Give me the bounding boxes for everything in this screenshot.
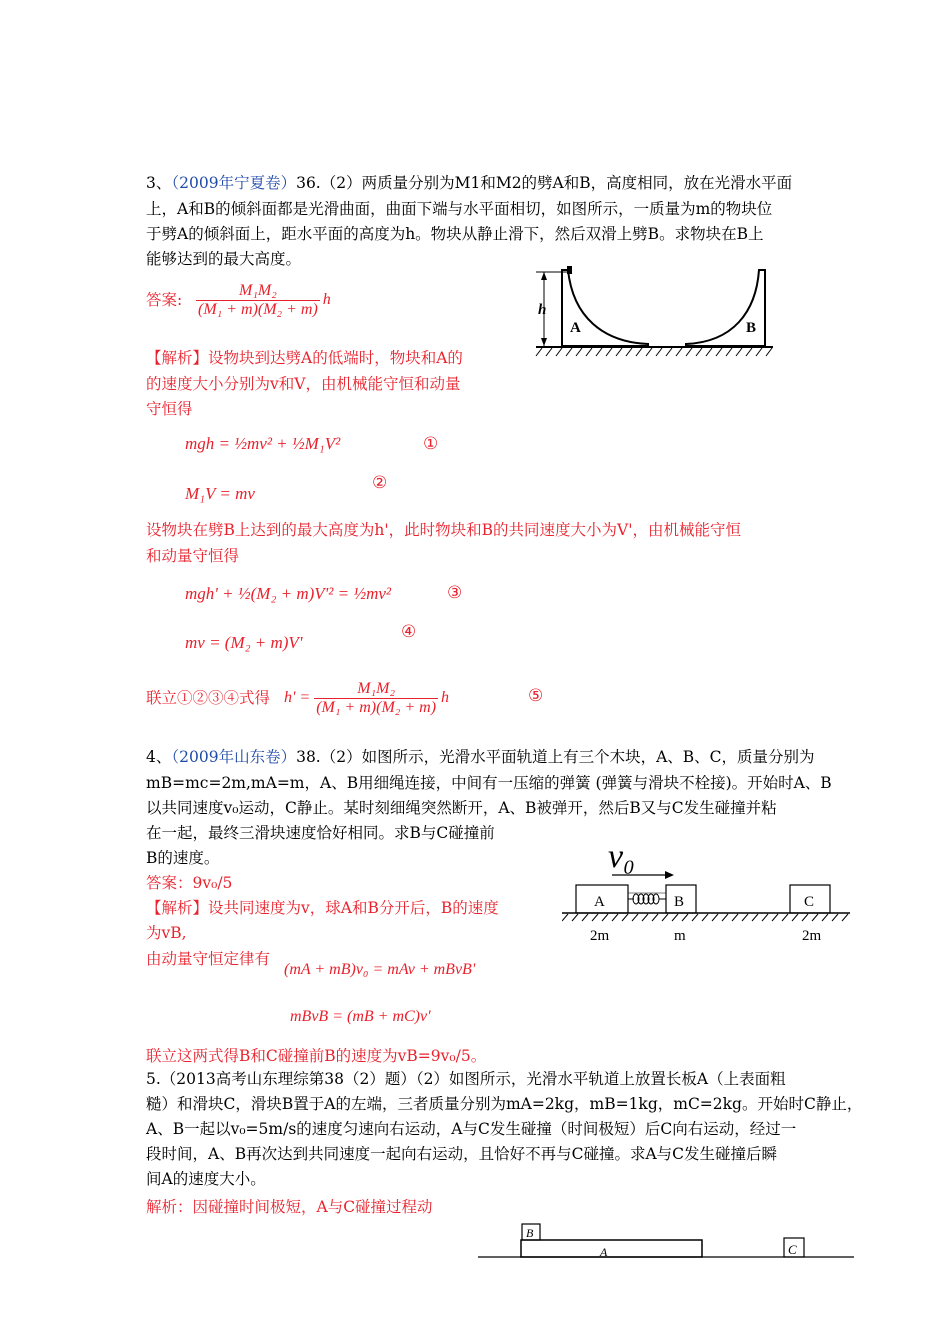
q4-fig-mass-B: m	[674, 928, 686, 944]
q5-line-4: 段时间，A、B再次达到共同速度一起向右运动，且恰好不再与C碰撞。求A与C发生碰撞后瞬	[146, 1145, 777, 1163]
q3-fig-B-label: B	[746, 320, 757, 336]
q3-eq5: h' = $\frac{\text{M₁M₂}}{\text{(M₁ + m)(M₂ + m)}}$ h	[284, 680, 450, 716]
q3-fig-h-label: h	[538, 302, 547, 318]
q3-line-2: 上，A和B的倾斜面都是光滑曲面，曲面下端与水平面相切，如图所示，一质量为m的物块位	[146, 200, 773, 218]
q3-mark1: ①	[423, 434, 439, 454]
q4-conclusion: 联立这两式得B和C碰撞前B的速度为vB=9v₀/5。	[146, 1047, 487, 1065]
q3-eq3: mgh' + ½(M₂ + m)V'² = ½mv²	[185, 584, 392, 603]
q3-mark5: ⑤	[528, 686, 544, 706]
q3-analysis-2: 的速度大小分别为v和V，由机械能守恒和动量	[146, 375, 461, 393]
q4-fig-C: C	[804, 894, 815, 910]
q4-analysis-1: 【解析】设共同速度为v，球A和B分开后，B的速度	[146, 899, 499, 917]
q3-line-4: 能够达到的最大高度。	[146, 250, 302, 268]
q3-line-1: 3、（2009年宁夏卷）36.（2）两质量分别为M1和M2的劈A和B，高度相同，放在光滑水平面	[146, 174, 793, 192]
q4-analysis-2: 为vB,	[146, 924, 187, 942]
q4-fig-mass-A: 2m	[590, 928, 610, 944]
q3-analysis-1: 【解析】设物块到达劈A的低端时，物块和A的	[146, 349, 463, 367]
q3-mark2: ②	[372, 473, 388, 493]
q4-eq2: mBvB = (mB + mC)v'	[290, 1008, 431, 1025]
q5-fig-C: C	[788, 1242, 797, 1257]
q3-eq4: mv = (M₂ + m)V'	[185, 633, 303, 652]
q3-mark4: ④	[401, 622, 417, 642]
q5-board-figure	[478, 1218, 858, 1262]
q4-fig-mass-C: 2m	[802, 928, 822, 944]
q4-line-4: 在一起，最终三滑块速度恰好相同。求B与C碰撞前	[146, 824, 495, 842]
q4-analysis-3: 由动量守恒定律有	[146, 950, 271, 968]
q4-fig-v0: v₀	[608, 838, 635, 875]
q4-answer: 答案：9v₀/5	[146, 874, 233, 892]
q3-text2-1: 设物块在劈B上达到的最大高度为h'，此时物块和B的共同速度大小为V'，由机械能守恒	[146, 521, 741, 539]
q3-fig-A-label: A	[570, 320, 581, 336]
q3-number: 3、	[146, 174, 172, 192]
q4-number: 4、	[146, 748, 172, 766]
q5-line-3: A、B一起以v₀=5m/s的速度匀速向右运动，A与C发生碰撞（时间极短）后C向右运动，经过一	[146, 1120, 797, 1138]
q3-analysis-3: 守恒得	[146, 400, 193, 418]
q5-fig-A: A	[600, 1245, 608, 1259]
q5-line-5: 间A的速度大小。	[146, 1170, 266, 1188]
q4-blocks-figure	[562, 835, 852, 947]
q5-fig-B: B	[526, 1226, 534, 1240]
q3-eq1: mgh = ½mv² + ½M₁V²	[185, 434, 341, 453]
q3-mark3: ③	[447, 583, 463, 603]
q3-line-3: 于劈A的倾斜面上，距水平面的高度为h。物块从静止滑下，然后双滑上劈B。求物块在B上	[146, 225, 764, 243]
q4-line-2: mB=mc=2m,mA=m，A、B用细绳连接，中间有一压缩的弹簧 (弹簧与滑块不栓接)。开始时A、B	[146, 774, 832, 792]
q4-fig-B: B	[674, 894, 685, 910]
q4-source-link[interactable]: （2009年山东卷）	[171, 748, 297, 766]
q4-line-5: B的速度。	[146, 849, 220, 867]
q4-fig-A: A	[594, 894, 605, 910]
q5-analysis: 解析：因碰撞时间极短，A与C碰撞过程动	[146, 1198, 433, 1216]
q4-line-3: 以共同速度v₀运动，C静止。某时刻细绳突然断开，A、B被弹开，然后B又与C发生碰撞并粘	[146, 799, 777, 817]
q4-eq1: (mA + mB)v₀ = mAv + mBvB'	[284, 961, 476, 978]
q3-source-link[interactable]: （2009年宁夏卷）	[171, 174, 297, 192]
q3-text2-2: 和动量守恒得	[146, 547, 240, 565]
q3-answer-formula: $\frac{\text{M₁M₂}}{\text{(M₁ + m)(M₂ + m)}}$ h	[198, 282, 331, 318]
q3-wedges-figure	[528, 262, 778, 358]
q4-line-1: 4、（2009年山东卷）38.（2）如图所示，光滑水平面轨道上有三个木块，A、B、C，质量分别为	[146, 748, 815, 766]
q3-combine: 联立①②③④式得	[146, 689, 271, 707]
q3-eq2: M₁V = mv	[185, 484, 255, 503]
q5-line-1: 5.（2013高考山东理综第38（2）题）（2）如图所示，光滑水平轨道上放置长板A（上表面粗	[146, 1070, 786, 1088]
q3-answer-label: 答案:	[146, 291, 183, 309]
q5-line-2: 糙）和滑块C，滑块B置于A的左端，三者质量分别为mA=2kg，mB=1kg，mC=2kg。开始时C静止，	[146, 1095, 863, 1113]
